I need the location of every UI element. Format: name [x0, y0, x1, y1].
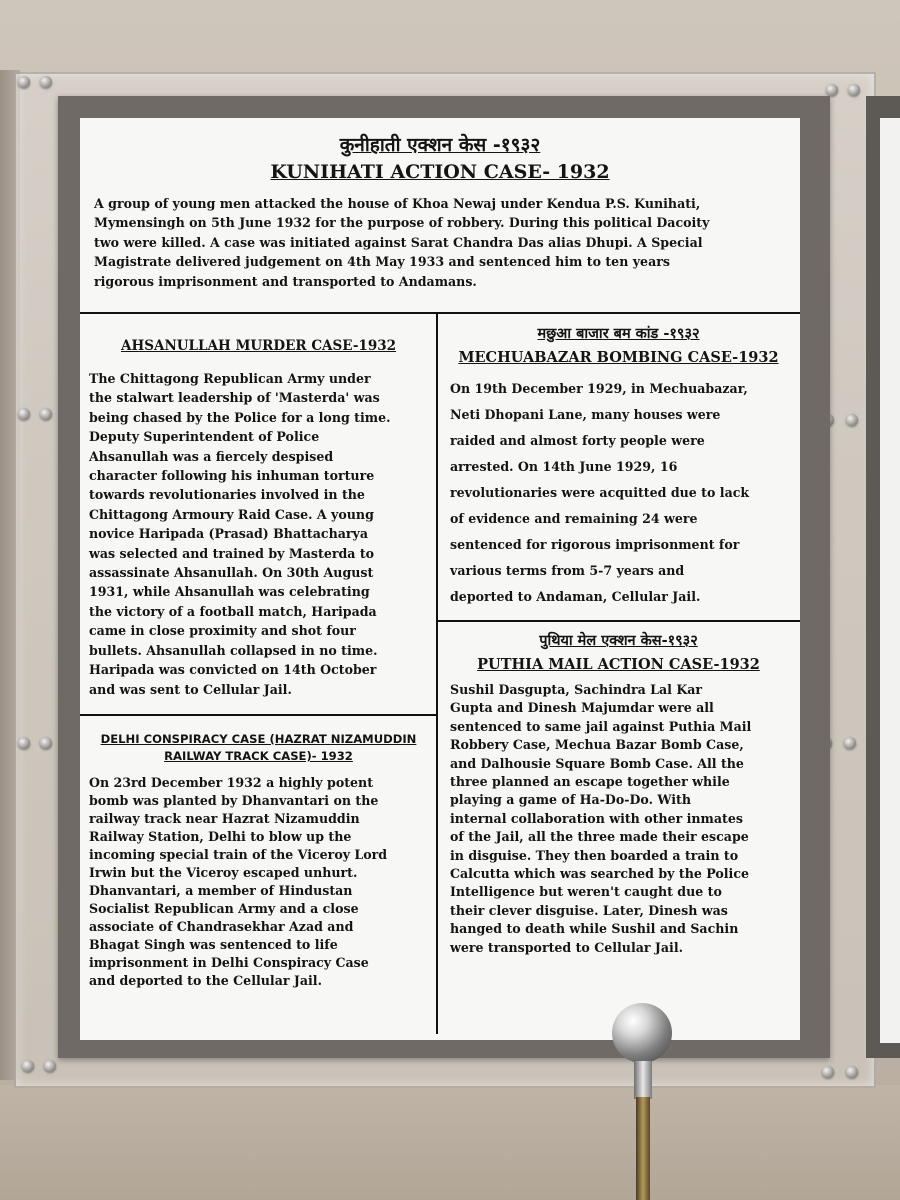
mechuabazar-text — [450, 376, 788, 610]
text-line: raided and almost forty people were — [450, 433, 705, 448]
intro-line: A group of young men attacked the house of Khoa Newaj under Kendua P.S. Kunihati, — [94, 196, 701, 211]
text-line: being chased by the Police for a long time. — [89, 409, 391, 425]
right-neighbor-panel — [866, 96, 900, 1058]
mechuabazar-title-hindi: मछुआ बाजार बम कांड -१९३२ — [537, 326, 700, 342]
text-line: the stalwart leadership of 'Masterda' was — [89, 390, 380, 406]
text-line: hanged to death while Sushil and Sachin — [450, 921, 739, 937]
text-line: their clever disguise. Later, Dinesh was — [450, 902, 728, 918]
text-line: Intelligence but weren't caught due to — [450, 884, 722, 900]
text-line: towards revolutionaries involved in the — [89, 487, 365, 503]
bolt — [826, 84, 838, 96]
text-line: of evidence and remaining 24 were — [450, 511, 698, 526]
stanchion-neck — [634, 1061, 652, 1099]
text-line: imprisonment in Delhi Conspiracy Case — [89, 955, 369, 970]
bolt — [44, 1060, 56, 1072]
delhi-title-line: RAILWAY TRACK CASE)- 1932 — [164, 749, 353, 763]
bolt — [848, 84, 860, 96]
text-line: Railway Station, Delhi to blow up the — [89, 829, 352, 844]
bolt — [40, 737, 52, 749]
intro-line: two were killed. A case was initiated against Sarat Chandra Das alias Dhupi. A Special — [94, 234, 703, 250]
bolt — [822, 1066, 834, 1078]
intro-line: rigorous imprisonment and transported to Andamans. — [94, 273, 477, 289]
text-line: Chittagong Armoury Raid Case. A young — [89, 506, 374, 522]
text-line: and was sent to Cellular Jail. — [89, 681, 292, 697]
bolt — [40, 408, 52, 420]
bolt — [18, 76, 30, 88]
delhi-title — [80, 731, 437, 765]
text-line: Irwin but the Viceroy escaped unhurt. — [89, 865, 358, 880]
text-line: novice Haripada (Prasad) Bhattacharya — [89, 526, 368, 542]
puthia-title: PUTHIA MAIL ACTION CASE-1932 — [477, 656, 760, 673]
text-line: Bhagat Singh was sentenced to life — [89, 937, 338, 952]
divider-right-middle — [437, 620, 800, 622]
bolt — [40, 76, 52, 88]
ahsanullah-title: AHSANULLAH MURDER CASE-1932 — [120, 338, 397, 354]
delhi-title-line: DELHI CONSPIRACY CASE (HAZRAT NIZAMUDDIN — [100, 732, 417, 746]
mechuabazar-title: MECHUABAZAR BOMBING CASE-1932 — [458, 349, 779, 366]
text-line: Socialist Republican Army and a close — [89, 901, 359, 916]
text-line: 1931, while Ahsanullah was celebrating — [89, 584, 370, 600]
text-line: was selected and trained by Masterda to — [89, 545, 375, 561]
intro-paragraph — [94, 194, 786, 291]
puthia-title-hindi: पुथिया मेल एक्शन केस-१९३२ — [539, 633, 698, 649]
plaque-board — [80, 118, 800, 1040]
delhi-text — [89, 774, 429, 990]
text-line: internal collaboration with other inmates — [450, 810, 743, 826]
bolt — [18, 408, 30, 420]
text-line: and Dalhousie Square Bomb Case. All the — [450, 755, 744, 771]
ahsanullah-text — [89, 369, 429, 699]
bolt — [846, 1066, 858, 1078]
text-line: Sushil Dasgupta, Sachindra Lal Kar — [450, 682, 703, 697]
text-line: in disguise. They then boarded a train to — [450, 847, 739, 863]
stanchion-ball — [612, 1003, 672, 1063]
text-line: incoming special train of the Viceroy Lord — [89, 847, 388, 862]
divider-left-middle — [80, 714, 437, 716]
text-line: deported to Andaman, Cellular Jail. — [450, 589, 701, 604]
text-line: Calcutta which was searched by the Police — [450, 866, 750, 882]
bolt — [18, 737, 30, 749]
bolt — [22, 1060, 34, 1072]
text-line: The Chittagong Republican Army under — [89, 371, 371, 386]
text-line: railway track near Hazrat Nizamuddin — [89, 811, 360, 826]
text-line: Deputy Superintendent of Police — [89, 429, 320, 445]
text-line: Dhanvantari, a member of Hindustan — [89, 883, 353, 898]
bolt — [846, 414, 858, 426]
text-line: associate of Chandrasekhar Azad and — [89, 919, 354, 934]
text-line: playing a game of Ha-Do-Do. With — [450, 792, 692, 808]
text-line: assassinate Ahsanullah. On 30th August — [89, 565, 374, 581]
divider-top — [80, 312, 800, 314]
text-line: Gupta and Dinesh Majumdar were all — [450, 700, 714, 716]
intro-line: Mymensingh on 5th June 1932 for the purpose of robbery. During this political Dacoity — [94, 215, 710, 231]
heading-hindi: कुनीहाती एक्शन केस -१९३२ — [339, 134, 541, 156]
text-line: Haripada was convicted on 14th October — [89, 662, 377, 678]
text-line: On 23rd December 1932 a highly potent — [89, 775, 374, 790]
wall-lower — [0, 1085, 900, 1200]
text-line: revolutionaries were acquitted due to lack — [450, 485, 750, 500]
text-line: Neti Dhopani Lane, many houses were — [450, 407, 721, 422]
stanchion-rod — [636, 1097, 650, 1200]
text-line: arrested. On 14th June 1929, 16 — [450, 459, 678, 474]
text-line: Robbery Case, Mechua Bazar Bomb Case, — [450, 737, 744, 753]
text-line: various terms from 5-7 years and — [450, 563, 685, 578]
text-line: of the Jail, all the three made their escape — [450, 829, 749, 845]
text-line: sentenced for rigorous imprisonment for — [450, 537, 740, 552]
text-line: sentenced to same jail against Puthia Mail — [450, 718, 752, 734]
heading-english: KUNIHATI ACTION CASE- 1932 — [270, 161, 610, 183]
intro-line: Magistrate delivered judgement on 4th May 1933 and sentenced him to ten years — [94, 254, 670, 270]
text-line: On 19th December 1929, in Mechuabazar, — [450, 381, 748, 396]
stanchion-post — [612, 1003, 674, 1200]
text-line: and deported to the Cellular Jail. — [89, 973, 322, 988]
text-line: bullets. Ahsanullah collapsed in no time. — [89, 642, 378, 658]
text-line: came in close proximity and shot four — [89, 623, 356, 639]
text-line: three planned an escape together while — [450, 774, 730, 790]
bolt — [844, 737, 856, 749]
text-line: the victory of a football match, Haripada — [89, 603, 377, 619]
text-line: character following his inhuman torture — [89, 468, 375, 484]
text-line: bomb was planted by Dhanvantari on the — [89, 793, 379, 808]
puthia-text — [450, 681, 788, 957]
text-line: Ahsanullah was a fiercely despised — [89, 448, 334, 464]
text-line: were transported to Cellular Jail. — [450, 939, 684, 955]
